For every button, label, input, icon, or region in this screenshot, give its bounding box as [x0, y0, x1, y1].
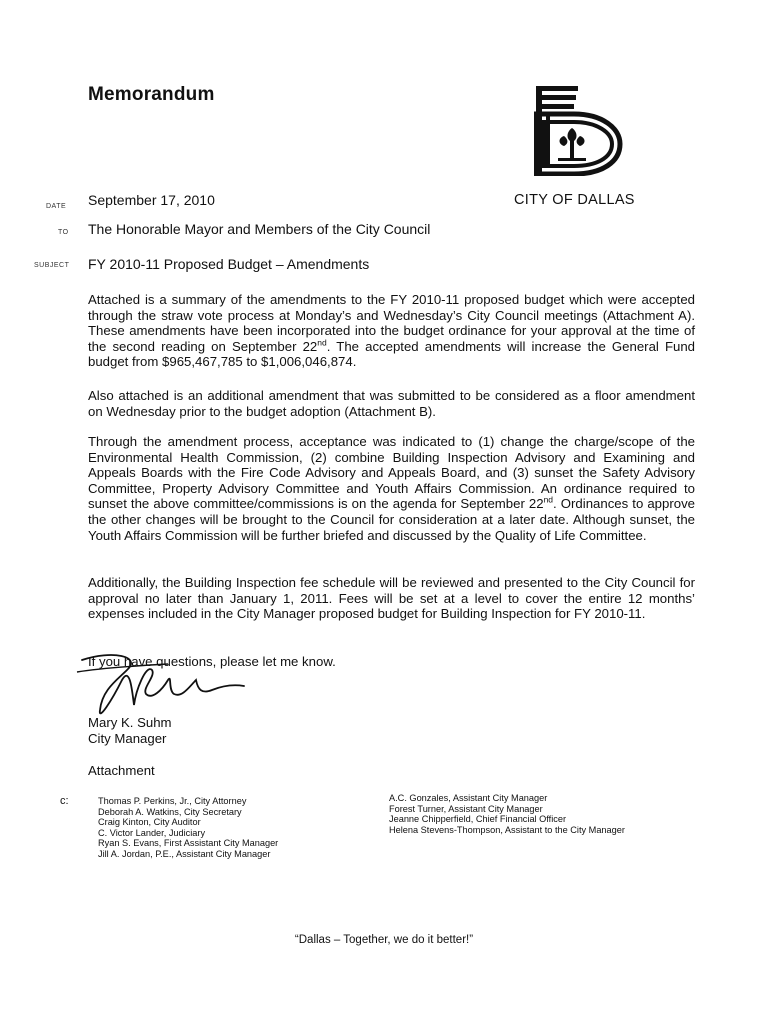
cc-recipient: Jill A. Jordan, P.E., Assistant City Manager	[98, 848, 271, 859]
city-name: CITY OF DALLAS	[514, 192, 635, 208]
paragraph-3-text: Through the amendment process, acceptance was indicated to (1) change the charge/scope of the Environmental Health Commission, (2) combine Building Inspection Advisory and Examining and Appeals Boards with the Fire Code Advisory and Appeals Board, and (3) sunset the Safety Advisory Committee, Property Advisory Committee and Youth Affairs Commission. An ordinance required to sunset the above committee/commissions is on the agenda for September 22	[88, 434, 695, 512]
paragraph-3	[88, 434, 695, 543]
cc-recipient: A.C. Gonzales, Assistant City Manager	[389, 793, 548, 803]
cc-recipient: Thomas P. Perkins, Jr., City Attorney	[98, 796, 247, 806]
closing-line: If you have questions, please let me know.	[88, 654, 336, 669]
paragraph-1-text: Attached is a summary of the amendments to the FY 2010-11 proposed budget which were accepted through the straw vote process at Monday’s and Wednesday’s City Council meetings (Attachment A). These amendments have been incorporated into the budget ordinance for your approval at the time of the second reading on September 22	[88, 292, 695, 354]
paragraph-3-text-end: . Ordinances to approve the other changes will be brought to the Council for consideration at a later date. Although sunset, the Youth Affairs Commission will be further briefed and discussed by the Quality of Life Committee.	[88, 496, 695, 543]
memo-title: Memorandum	[88, 84, 215, 105]
footer-motto: “Dallas – Together, we do it better!”	[294, 934, 474, 946]
memo-subject: FY 2010-11 Proposed Budget – Amendments	[88, 256, 370, 272]
attachment-label: Attachment	[88, 763, 155, 778]
cc-recipient: Deborah A. Watkins, City Secretary	[98, 806, 242, 817]
date-label: DATE	[46, 203, 67, 210]
paragraph-1	[88, 292, 695, 370]
cc-recipient: Forest Turner, Assistant City Manager	[389, 803, 543, 814]
signer-title: City Manager	[88, 731, 167, 746]
to-label: TO	[58, 229, 69, 236]
ordinal-suffix: nd	[543, 494, 554, 505]
cc-list-left	[98, 796, 278, 860]
paragraph-4: Additionally, the Building Inspection fee schedule will be reviewed and presented to the City Council for approval no later than January 1, 2011. Fees will be set at a level to cover the entire 12 months’ expenses included in the City Manager proposed budget for Building Inspection for FY 2010-11.	[88, 575, 695, 622]
subject-label: SUBJECT	[34, 262, 70, 269]
cc-recipient: Craig Kinton, City Auditor	[98, 817, 201, 828]
memo-to: The Honorable Mayor and Members of the City Council	[88, 221, 431, 237]
cc-recipient: Helena Stevens-Thompson, Assistant to the City Manager	[389, 824, 625, 835]
cc-recipient: Ryan S. Evans, First Assistant City Manager	[98, 838, 279, 849]
paragraph-1-text-end: . The accepted amendments will increase the General Fund budget from $965,467,785 to $1,006,046,874.	[88, 338, 696, 370]
cc-list-right	[389, 793, 625, 835]
paragraph-2: Also attached is an additional amendment that was submitted to be considered as a floor amendment on Wednesday prior to the budget adoption (Attachment B).	[88, 388, 695, 419]
memo-date: September 17, 2010	[88, 192, 215, 208]
cc-recipient: C. Victor Lander, Judiciary	[98, 827, 206, 838]
ordinal-suffix: nd	[317, 337, 327, 348]
signer-name: Mary K. Suhm	[88, 715, 172, 730]
city-of-dallas-d-logo-icon	[534, 84, 626, 176]
cc-label: c:	[60, 795, 69, 807]
cc-recipient: Jeanne Chipperfield, Chief Financial Officer	[389, 814, 567, 825]
handwritten-signature	[72, 650, 262, 725]
